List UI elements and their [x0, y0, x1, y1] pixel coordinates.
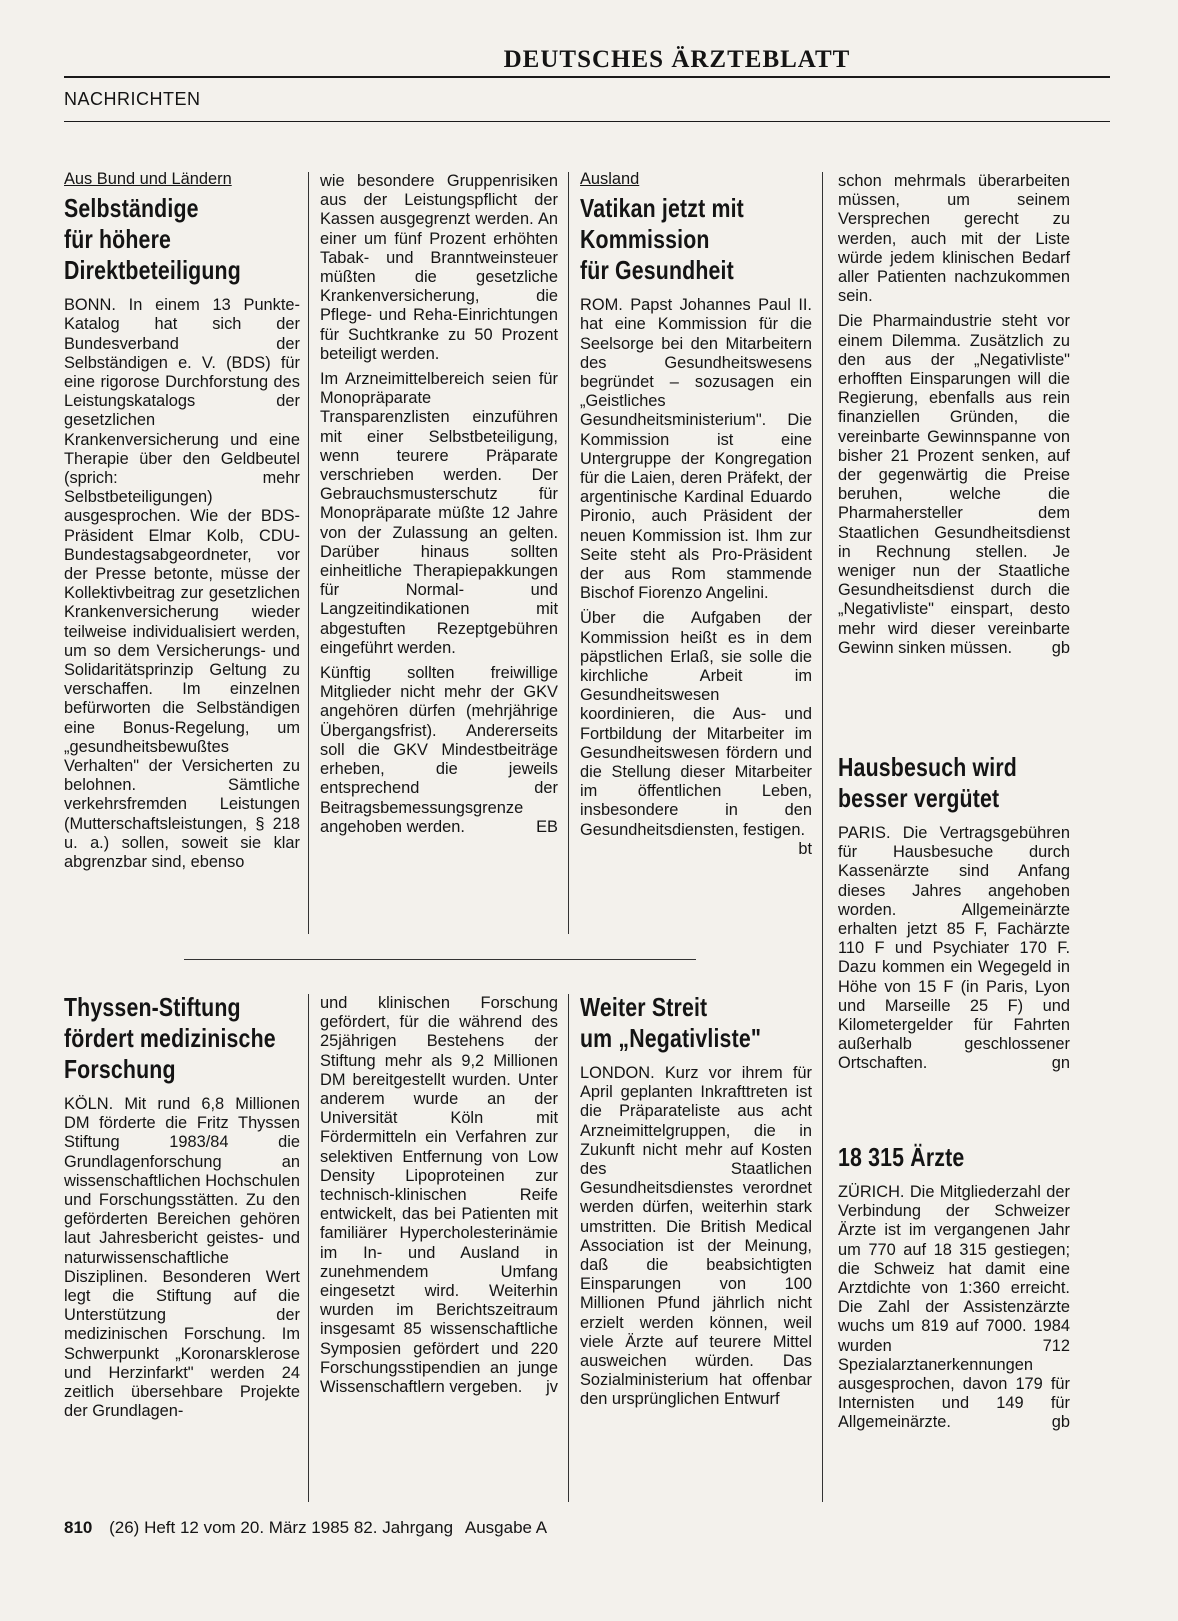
page-footer — [64, 1518, 555, 1538]
headline-line: Thyssen-Stiftung — [64, 992, 241, 1022]
author-signature: jv — [546, 1378, 558, 1397]
headline-line: für Gesundheit — [580, 255, 734, 286]
headline-line: Selbständige — [64, 193, 199, 224]
author-signature: gb — [1051, 1413, 1070, 1432]
headline-line: Weiter Streit — [580, 992, 708, 1022]
article-paragraph: LONDON. Kurz vor ihrem für April geplanten Inkrafttreten ist die Präparateliste aus acht Arzneimittelgruppen, die in Zukunft nicht mehr auf Kosten des Staatlichen Gesundheitsdienstes verordnet werden dürfen, weiterhin stark umstritten. Die British Medical Association ist der Meinung, daß die beabsichtigten Einsparungen von 100 Millionen Pfund jährlich nicht erzielt werden können, weil viele Ärzte auf teurere Mittel ausweichen würden. Das Sozialministerium hat offenbar den ursprünglichen Entwurf — [580, 1064, 812, 1409]
article-paragraph: Künftig sollten freiwillige Mitglieder nicht mehr der GKV angehören dürfen (mehrjährige Übergangsfrist). Andererseits soll die GKV Mindestbeiträge erheben, die jeweils entsprechend der Beitragsbemessungsgrenze angehoben werden. EB — [320, 664, 558, 836]
article-paragraph: Über die Aufgaben der Kommission heißt es in dem päpstlichen Erlaß, sie solle die kirchliche Arbeit im Gesundheitswesen koordinieren, die Aus- und Fortbildung der Mitarbeiter im Gesundheitswesen fördern und die Stellung dieser Mitarbeiter im öffentlichen Leben, insbesondere in den Gesundheitsdiensten, festigen. bt — [580, 609, 812, 858]
article-hausbesuch — [838, 752, 1070, 1080]
article-paragraph: Die Pharmaindustrie steht vor einem Dilemma. Zusätzlich zu den aus der „Negativliste" erhofften Einsparungen will die Regierung, ebenfalls aus rein finanziellen Gründen, die vereinbarte Gewinnspanne von bisher 21 Prozent senken, auf der gegenwärtig die Preise beruhen, welche die Pharmahersteller dem Staatlichen Gesundheitsdienst in Rechnung stellen. Je weniger nun der Staatliche Gesundheitsdienst durch die „Negativliste" einspart, desto mehr wird dieser vereinbarte Gewinn sinken müssen. gb — [838, 312, 1070, 657]
headline-line: fördert medizinische — [64, 1023, 276, 1053]
section-rule — [64, 121, 1110, 122]
column-rule — [822, 172, 823, 1502]
article-paragraph: wie besondere Gruppenrisiken aus der Leistungspflicht der Kassen ausgegrenzt werden. An einer um fünf Prozent erhöhten Tabak- und Branntweinsteuer müßten die gesetzliche Krankenversicherung, die Pflege- und Reha-Einrichtungen für Suchtkranke zu 50 Prozent beteiligt werden. — [320, 172, 558, 363]
column-rule — [568, 172, 569, 934]
issue-info: (26) Heft 12 vom 20. März 1985 82. Jahrgang — [109, 1518, 454, 1537]
column-rule — [308, 172, 309, 934]
page-number: 810 — [64, 1518, 93, 1537]
headline-line: Kommission — [580, 224, 710, 255]
headline — [580, 193, 812, 286]
headline-line: Vatikan jetzt mit — [580, 193, 744, 224]
article-paragraph: PARIS. Die Vertragsgebühren für Hausbesuche durch Kassenärzte sind Anfang dieses Jahres angehoben worden. Allgemeinärzte erhalten jetzt 85 F, Fachärzte 110 F und Psychiater 170 F. Dazu kommen ein Wegegeld in Höhe von 15 F (in Paris, Lyon und Marseille 25 F) und Kilometergelder für Fahrten außerhalb geschlossener Ortschaften. gn — [838, 824, 1070, 1073]
horizontal-rule — [184, 959, 696, 960]
author-signature: gn — [1051, 1054, 1070, 1073]
headline-line: um „Negativliste" — [580, 1023, 762, 1053]
article-paragraph: BONN. In einem 13 Punkte-Katalog hat sich der Bundesverband der Selbständigen e. V. (BDS) für eine rigorose Durchforstung des Leistungskatalogs der gesetzlichen Krankenversicherung und eine Therapie über den Geldbeutel (sprich: mehr Selbstbeteiligungen) ausgesprochen. Wie der BDS-Präsident Elmar Kolb, CDU-Bundestagsabgeordneter, vor der Presse betonte, müsse der Kollektivbeitrag zur gesetzlichen Krankenversicherung wieder teilweise individualisiert werden, um so dem Versicherungs- und Solidaritätsprinzip Geltung zu verschaffen. Im einzelnen befürworten die Selbständigen eine Bonus-Regelung, um „gesundheitsbewußtes Verhalten" der Versicherten zu belohnen. Sämtliche verkehrsfremden Leistungen (Mutterschaftsleistungen, § 218 u. a.) sollen, soweit sie klar abgrenzbar sind, ebenso — [64, 296, 300, 872]
article-paragraph: ZÜRICH. Die Mitgliederzahl der Verbindung der Schweizer Ärzte ist im vergangenen Jahr um 770 auf 18 315 gestiegen; die Schweiz hat damit eine Arztdichte von 1:360 erreicht. Die Zahl der Assistenzärzte wuchs um 819 auf 7000. 1984 wurden 712 Spezialarztanerkennungen ausgesprochen, davon 179 für Internisten und 149 für Allgemeinärzte. gb — [838, 1183, 1070, 1432]
article-18315-aerzte — [838, 1142, 1070, 1439]
article-thyssen — [64, 992, 300, 1427]
masthead: DEUTSCHES ÄRZTEBLATT — [503, 46, 851, 73]
article-paragraph: KÖLN. Mit rund 6,8 Millionen DM förderte die Fritz Thyssen Stiftung 1983/84 die Grundlagenforschung an wissenschaftlichen Hochschulen und Forschungsstätten. Zu den geförderten Bereichen gehören laut Jahresbericht geistes- und naturwissenschaftliche Disziplinen. Besonderen Wert legt die Stiftung auf die Unterstützung der medizinischen Forschung. Im Schwerpunkt „Koronarsklerose und Herzinfarkt" werden 24 zeitlich übersehbare Projekte der Grundlagen- — [64, 1095, 300, 1421]
section-label: NACHRICHTEN — [64, 89, 201, 109]
author-signature: gb — [1051, 638, 1070, 657]
author-signature: bt — [798, 839, 812, 858]
headline — [838, 1142, 1070, 1173]
headline-line: 18 315 Ärzte — [838, 1142, 965, 1172]
headline — [64, 193, 300, 286]
article-paragraph: ROM. Papst Johannes Paul II. hat eine Kommission für die Seelsorge bei den Mitarbeitern des Gesundheitswesens begründet – sozusagen ein „Geistliches Gesundheitsministerium". Die Kommission ist eine Untergruppe der Kongregation für die Laien, deren Präfekt, der argentinische Kardinal Eduardo Pironio, auch Präsident der neuen Kommission ist. Ihm zur Seite steht als Pro-Präsident der aus Rom stammende Bischof Fiorenzo Angelini. — [580, 296, 812, 603]
edition-info: Ausgabe A — [464, 1518, 548, 1537]
column-rule — [308, 994, 309, 1502]
headline-line: besser vergütet — [838, 783, 1000, 813]
article-negativliste-continued — [838, 172, 1070, 664]
headline — [838, 752, 1070, 814]
headline-line: Hausbesuch wird — [838, 752, 1017, 782]
kicker: Ausland — [580, 170, 640, 188]
author-signature: EB — [536, 817, 558, 836]
headline-line: Forschung — [64, 1054, 176, 1084]
article-paragraph: Im Arzneimittelbereich seien für Monopräparate Transparenzlisten einzuführen mit einer Selbstbeteiligung, wenn teurere Präparate verschrieben werden. Der Gebrauchsmusterschutz für Monopräparate müßte 12 Jahre von der Zulassung an gelten. Darüber hinaus sollten einheitliche Therapiepakkungen für Normal- und Langzeitindikationen mit abgestuften Rezeptgebühren eingeführt werden. — [320, 370, 558, 657]
article-weiter-streit — [580, 992, 812, 1416]
article-selbstaendige — [64, 170, 300, 878]
masthead-rule — [64, 76, 1110, 78]
headline — [64, 992, 300, 1085]
column-rule — [568, 994, 569, 1502]
article-thyssen-continued — [320, 994, 558, 1403]
article-paragraph: schon mehrmals überarbeiten müssen, um seinem Versprechen gerecht zu werden, auch mit der Liste würde jedem klinischen Bedarf aller Patienten nachzukommen sein. — [838, 172, 1070, 306]
kicker: Aus Bund und Ländern — [64, 170, 232, 188]
headline-line: Direktbeteiligung — [64, 255, 241, 286]
article-selbstaendige-continued — [320, 172, 558, 843]
article-paragraph: und klinischen Forschung gefördert, für die während des 25jährigen Bestehens der Stiftung mehr als 9,2 Millionen DM bereitgestellt wurden. Unter anderem wurde an der Universität Köln mit Fördermitteln ein Verfahren zur selektiven Entfernung von Low Density Lipoproteinen zur technisch-klinischen Reife entwickelt, das bei Patienten mit familiärer Hypercholesterinämie im In- und Ausland in zunehmendem Umfang eingesetzt wird. Weiterhin wurden im Berichtszeitraum insgesamt 85 wissenschaftliche Symposien gefördert und 220 Forschungsstipendien an junge Wissenschaftlern vergeben. jv — [320, 994, 558, 1397]
headline — [580, 992, 812, 1054]
article-vatikan — [580, 170, 812, 859]
headline-line: für höhere — [64, 224, 172, 255]
